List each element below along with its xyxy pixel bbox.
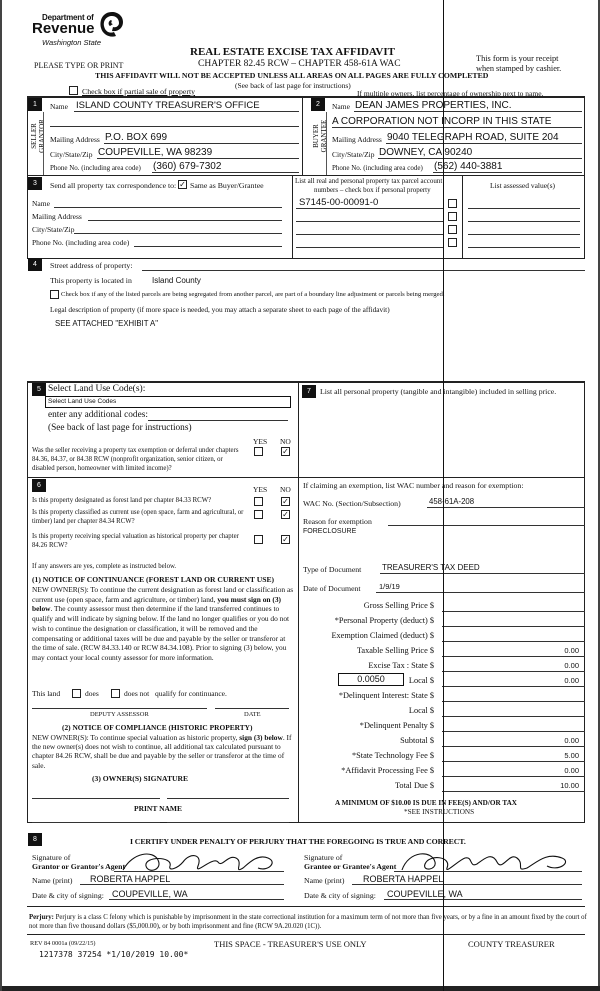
agency-line2: Revenue bbox=[32, 20, 95, 37]
perjury-note: Perjury: Perjury is a class C felony which is punishable by imprisonment in the state correctional institution for a maximum term of not more than five years, or by a fine in an amount fixed by the court of not more than five thousand dollars ($5,000.00), or by both imprisonment and fine (RCW 9A.20.020 (1C)). bbox=[29, 914, 587, 931]
section-7-badge: 7 bbox=[302, 385, 316, 398]
subtotal-label: Subtotal $ bbox=[400, 736, 434, 745]
historic-no-checkbox[interactable]: ✓ bbox=[282, 535, 289, 544]
if-yes-note: If any answers are yes, complete as instructed below. bbox=[32, 563, 177, 570]
segregated-checkbox[interactable] bbox=[50, 290, 59, 299]
does-not-label: does not bbox=[124, 689, 150, 698]
receipt-line1: This form is your receipt bbox=[476, 54, 559, 63]
subtotal-field[interactable]: 0.00 bbox=[564, 736, 579, 745]
same-as-buyer-label: Same as Buyer/Grantee bbox=[190, 181, 264, 190]
wac-field[interactable]: 458-61A-208 bbox=[429, 497, 475, 506]
gross-selling-price-label: Gross Selling Price $ bbox=[363, 601, 434, 610]
buyer-label: BUYER GRANTEE bbox=[312, 119, 328, 153]
current-use-yes-checkbox[interactable] bbox=[254, 510, 263, 519]
grantor-date-label: Date & city of signing: bbox=[32, 891, 104, 900]
reason-field[interactable]: FORECLOSURE bbox=[303, 528, 357, 535]
certify-statement: I CERTIFY UNDER PENALTY OF PERJURY THAT THE FOREGOING IS TRUE AND CORRECT. bbox=[130, 837, 466, 846]
grantor-date-field[interactable]: COUPEVILLE, WA bbox=[112, 889, 188, 899]
delinquent-interest-state-label: *Delinquent Interest: State $ bbox=[338, 691, 434, 700]
located-label: This property is located in bbox=[50, 276, 132, 285]
processing-fee-label: *Affidavit Processing Fee $ bbox=[341, 766, 434, 775]
print-name-field-2[interactable] bbox=[167, 822, 289, 823]
does-checkbox[interactable] bbox=[72, 689, 81, 698]
seller-mailing-field[interactable]: P.O. BOX 699 bbox=[105, 132, 168, 143]
dor-swirl-icon bbox=[98, 10, 126, 40]
land-use-select[interactable]: Select Land Use Codes bbox=[45, 396, 291, 408]
print-name-field-1[interactable] bbox=[32, 822, 160, 823]
buyer-city-field[interactable]: DOWNEY, CA 90240 bbox=[379, 147, 473, 158]
total-due-field[interactable]: 10.00 bbox=[560, 781, 579, 790]
yes-header-6: YES bbox=[253, 485, 268, 494]
send-correspondence-label: Send all property tax correspondence to: bbox=[50, 181, 177, 190]
does-label: does bbox=[85, 689, 99, 698]
notice1-title: (1) NOTICE OF CONTINUANCE (FOREST LAND OR CURRENT USE) bbox=[32, 575, 275, 584]
notice1-text: NEW OWNER(S): To continue the current designation as forest land or classification as current use (open space, farm and agriculture, or timber) land, you must sign on (3) below. The county assessor must then determine if the land transferred continues to qualify and will indicate by signing below. If the land no longer qualifies or you do not wish to continue the designation or classification, it will be removed and the compensating or additional taxes will be due and payable by the seller or transferor at the time of sale. (RCW 84.33.140 or RCW 84.34.108). Prior to signing (3) below, you may contact your local county assessor for more information. bbox=[32, 585, 294, 662]
grantee-date-label: Date & city of signing: bbox=[304, 891, 376, 900]
deputy-assessor-sig[interactable] bbox=[32, 708, 207, 709]
yes-header: YES bbox=[253, 437, 268, 446]
excise-state-field[interactable]: 0.00 bbox=[564, 661, 579, 670]
rev-number: REV 84 0001a (09/22/15) bbox=[30, 940, 96, 947]
buyer-phone-label: Phone No. (including area code) bbox=[332, 164, 423, 172]
exemption-claim-label: If claiming an exemption, list WAC number and reason for exemption: bbox=[303, 481, 524, 490]
personal-property-deduct-label: *Personal Property (deduct) $ bbox=[334, 616, 434, 625]
section-4-badge: 4 bbox=[28, 258, 42, 271]
land-use-see-back: (See back of last page for instructions) bbox=[48, 423, 192, 433]
excise-local-field[interactable]: 0.00 bbox=[564, 676, 579, 685]
seller-phone-field[interactable]: (360) 679-7302 bbox=[153, 161, 222, 172]
grantee-name-field[interactable]: ROBERTA HAPPEL bbox=[363, 874, 444, 884]
additional-codes-label: enter any additional codes: bbox=[48, 410, 148, 420]
multiple-owners-note: If multiple owners, list percentage of ownership next to name. bbox=[357, 89, 544, 98]
section-3-badge: 3 bbox=[28, 177, 42, 190]
see-instructions-note: *SEE INSTRUCTIONS bbox=[404, 808, 475, 816]
seller-city-label: City/State/Zip bbox=[50, 150, 93, 159]
historic-yes-checkbox[interactable] bbox=[254, 535, 263, 544]
please-type: PLEASE TYPE OR PRINT bbox=[34, 61, 124, 70]
reason-label: Reason for exemption bbox=[303, 517, 372, 526]
assessor-date-field[interactable] bbox=[215, 708, 289, 709]
owner-signature-field-2[interactable] bbox=[167, 798, 289, 799]
partial-sale-label: Check box if partial sale of property bbox=[82, 87, 196, 96]
page-bottom-edge bbox=[2, 986, 600, 991]
assessed-header: List assessed value(s) bbox=[490, 181, 555, 190]
notice2-text: NEW OWNER(S): To continue special valuation as historic property, sign (3) below. If the new owner(s) does not wish to continue, all additional tax calculated pursuant to chapter 84.26 RCW, shall be due and payable by the seller or transferor at the time of sale. bbox=[32, 733, 292, 770]
segregated-label: Check box if any of the listed parcels are being segregated from another parcel, are part of a boundary line adjustment or parcels being merged. bbox=[61, 291, 445, 298]
wac-label: WAC No. (Section/Subsection) bbox=[303, 499, 401, 508]
personal-property-checkbox[interactable] bbox=[448, 238, 457, 247]
receipt-stamp: 1217378 37254 *1/10/2019 10.00* bbox=[39, 950, 189, 959]
legal-desc-label: Legal description of property (if more space is needed, you may attach a separate sheet to each page of the affidavit) bbox=[50, 305, 390, 314]
partial-sale-checkbox[interactable] bbox=[69, 86, 78, 95]
buyer-mailing-label: Mailing Address bbox=[332, 135, 382, 144]
exemption-question: Was the seller receiving a property tax exemption or deferral under chapters 84.36, 84.37, or 84.38 RCW (nonprofit organization, senior citizen, or disabled person, homeowner with limited income)? bbox=[32, 447, 239, 472]
parcel-header-2: numbers – check box if personal property bbox=[314, 186, 431, 194]
no-header-6: NO bbox=[280, 485, 291, 494]
dor-logo bbox=[32, 10, 132, 50]
forest-no-checkbox[interactable]: ✓ bbox=[282, 497, 289, 506]
same-as-buyer-checkbox[interactable]: ✓ bbox=[179, 180, 186, 189]
agency-line1: Department of bbox=[42, 13, 94, 22]
form-warning: THIS AFFIDAVIT WILL NOT BE ACCEPTED UNLESS ALL AREAS ON ALL PAGES ARE FULLY COMPLETED bbox=[95, 71, 489, 80]
seller-city-field[interactable]: COUPEVILLE, WA 98239 bbox=[98, 147, 213, 158]
buyer-mailing-field[interactable]: 9040 TELEGRAPH ROAD, SUITE 204 bbox=[387, 132, 559, 143]
additional-codes-field[interactable] bbox=[148, 420, 288, 421]
current-use-question: Is this property classified as current use (open space, farm and agricultural, or timber) land per chapter 84.34 RCW? bbox=[32, 509, 244, 525]
forest-yes-checkbox[interactable] bbox=[254, 497, 263, 506]
form-chapter: CHAPTER 82.45 RCW – CHAPTER 458-61A WAC bbox=[198, 59, 401, 69]
current-use-no-checkbox[interactable]: ✓ bbox=[282, 510, 289, 519]
section-1-badge: 1 bbox=[28, 98, 42, 111]
form-see-back: (See back of last page for instructions) bbox=[235, 81, 351, 90]
owner-signature-field-1[interactable] bbox=[32, 798, 160, 799]
grantee-name-label: Name (print) bbox=[304, 876, 345, 885]
corr-name-label: Name bbox=[32, 199, 50, 208]
taxable-selling-price-label: Taxable Selling Price $ bbox=[356, 646, 434, 655]
print-name-label: PRINT NAME bbox=[134, 804, 182, 813]
does-not-checkbox[interactable] bbox=[111, 689, 120, 698]
exemption-yes-checkbox[interactable] bbox=[254, 447, 263, 456]
grantor-sig-label-2: Grantor or Grantor's Agent bbox=[32, 862, 126, 871]
doc-type-label: Type of Document bbox=[303, 565, 362, 574]
minimum-due-note: A MINIMUM OF $10.00 IS DUE IN FEE(S) AND/OR TAX bbox=[335, 799, 517, 807]
assessor-date-label: DATE bbox=[244, 711, 261, 718]
county-treasurer-label: COUNTY TREASURER bbox=[468, 939, 555, 949]
personal-property-label: List all personal property (tangible and intangible) included in selling price. bbox=[320, 387, 557, 396]
seller-name-label: Name bbox=[50, 102, 68, 111]
owner-signature-label: (3) OWNER(S) SIGNATURE bbox=[92, 774, 189, 783]
corr-mailing-label: Mailing Address bbox=[32, 212, 82, 221]
seller-mailing-label: Mailing Address bbox=[50, 135, 100, 144]
forest-question: Is this property designated as forest land per chapter 84.33 RCW? bbox=[32, 497, 212, 504]
exemption-no-checkbox[interactable]: ✓ bbox=[282, 447, 289, 456]
buyer-name-label: Name bbox=[332, 102, 350, 111]
doc-type-field[interactable]: TREASURER'S TAX DEED bbox=[382, 563, 480, 572]
no-header: NO bbox=[280, 437, 291, 446]
grantor-sig-label-1: Signature of bbox=[32, 853, 71, 862]
seller-phone-label: Phone No. (including area code) bbox=[50, 164, 141, 172]
section-2-badge: 2 bbox=[311, 98, 325, 111]
street-address-field[interactable] bbox=[142, 270, 585, 271]
corr-phone-label: Phone No. (including area code) bbox=[32, 238, 130, 247]
located-county[interactable]: Island County bbox=[152, 276, 201, 285]
exemption-deduct-label: Exemption Claimed (deduct) $ bbox=[331, 631, 434, 640]
treasurer-space-label: THIS SPACE - TREASURER'S USE ONLY bbox=[214, 939, 367, 949]
excise-local-label: Local $ bbox=[408, 676, 434, 685]
parcel-number-field[interactable]: S7145-00-00091-0 bbox=[299, 197, 379, 208]
legal-desc-field[interactable]: SEE ATTACHED "EXHIBIT A" bbox=[55, 319, 159, 328]
grantee-date-field[interactable]: COUPEVILLE, WA bbox=[387, 889, 463, 899]
personal-property-checkbox[interactable] bbox=[448, 225, 457, 234]
land-use-label: Select Land Use Code(s): bbox=[48, 384, 146, 394]
historic-question: Is this property receiving special valuation as historical property per chapter 84.26 RCW? bbox=[32, 533, 239, 549]
section-8-badge: 8 bbox=[28, 833, 42, 846]
grantor-name-field[interactable]: ROBERTA HAPPEL bbox=[90, 874, 171, 884]
buyer-name-line2-field[interactable]: A CORPORATION NOT INCORP IN THIS STATE bbox=[332, 116, 552, 127]
doc-date-label: Date of Document bbox=[303, 584, 361, 593]
delinquent-penalty-label: *Delinquent Penalty $ bbox=[359, 721, 434, 730]
this-land-label: This land bbox=[32, 689, 61, 698]
tech-fee-label: *State Technology Fee $ bbox=[352, 751, 434, 760]
scan-artifact-line bbox=[443, 0, 444, 991]
section-5-badge: 5 bbox=[32, 383, 46, 396]
parcel-header-1: List all real and personal property tax parcel account bbox=[295, 177, 443, 185]
agency-line3: Washington State bbox=[42, 38, 102, 47]
total-due-label: Total Due $ bbox=[394, 781, 434, 790]
form-title: REAL ESTATE EXCISE TAX AFFIDAVIT bbox=[190, 46, 395, 58]
qualify-label: qualify for continuance. bbox=[155, 689, 227, 698]
grantee-sig-label-2: Grantee or Grantee's Agent bbox=[304, 862, 397, 871]
processing-fee-field[interactable]: 0.00 bbox=[564, 766, 579, 775]
section-6-badge: 6 bbox=[32, 479, 46, 492]
doc-date-field[interactable]: 1/9/19 bbox=[379, 582, 400, 591]
deputy-assessor-label: DEPUTY ASSESSOR bbox=[90, 711, 149, 718]
seller-name-field[interactable]: ISLAND COUNTY TREASURER'S OFFICE bbox=[76, 100, 260, 111]
tech-fee-field[interactable]: 5.00 bbox=[564, 751, 579, 760]
buyer-phone-field[interactable]: (562) 440-3881 bbox=[434, 161, 503, 172]
receipt-line2: when stamped by cashier. bbox=[476, 64, 562, 73]
street-address-label: Street address of property: bbox=[50, 261, 133, 270]
seller-label: SELLER GRANTOR bbox=[30, 119, 46, 153]
buyer-name-field[interactable]: DEAN JAMES PROPERTIES, INC. bbox=[355, 100, 512, 111]
personal-property-checkbox[interactable] bbox=[448, 212, 457, 221]
buyer-city-label: City/State/Zip bbox=[332, 150, 375, 159]
grantor-name-label: Name (print) bbox=[32, 876, 73, 885]
taxable-selling-price-field[interactable]: 0.00 bbox=[564, 646, 579, 655]
local-rate-box[interactable]: 0.0050 bbox=[338, 673, 404, 686]
notice2-title: (2) NOTICE OF COMPLIANCE (HISTORIC PROPERTY) bbox=[62, 723, 253, 732]
delinquent-interest-local-label: Local $ bbox=[408, 706, 434, 715]
excise-state-label: Excise Tax : State $ bbox=[368, 661, 434, 670]
corr-city-label: City/State/Zip bbox=[32, 225, 75, 234]
personal-property-checkbox[interactable] bbox=[448, 199, 457, 208]
grantee-sig-label-1: Signature of bbox=[304, 853, 343, 862]
